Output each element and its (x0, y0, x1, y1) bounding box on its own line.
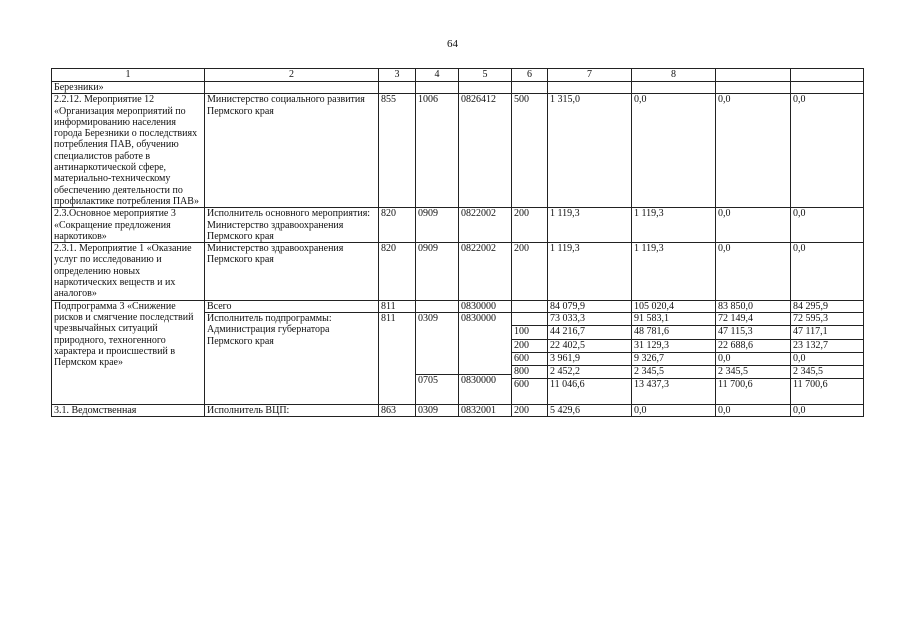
row-c7: 1 119,3 (548, 208, 632, 243)
table-row (52, 208, 864, 243)
row-c7: 1 119,3 (548, 243, 632, 300)
sub-line-c4 (416, 362, 458, 374)
row-c10 (791, 82, 864, 94)
row-name: 3.1. Ведомственная (52, 405, 205, 417)
sub-line-c5 (459, 362, 511, 374)
row-c5: 0822002 (459, 208, 512, 243)
row-c9: 0,0 (716, 208, 791, 243)
sub-line-c8: 48 781,6 (632, 325, 715, 338)
row-c3: 863 (379, 405, 416, 417)
row-c8: 1 119,3 (632, 208, 716, 243)
table-row (52, 405, 864, 417)
sub-line-c7: 44 216,7 (548, 325, 631, 338)
row-c4: 0909 (416, 243, 459, 300)
row-c6: 500 (512, 94, 548, 208)
subprogram-c3: 811 (379, 312, 416, 404)
sub-line-blank (632, 392, 715, 404)
row-c10: 0,0 (791, 208, 864, 243)
row-c5: 0826412 (459, 94, 512, 208)
row-c9: 0,0 (716, 94, 791, 208)
row-executor: Исполнитель ВЦП: (205, 405, 379, 417)
sub-line-c9: 2 345,5 (716, 365, 790, 378)
sub-line-c5 (459, 325, 511, 337)
table-row (52, 82, 864, 94)
row-name: Березники» (52, 82, 205, 94)
header-col-4: 4 (416, 69, 459, 82)
subprogram-c5-column (459, 312, 512, 404)
sub-line-c4 (416, 325, 458, 337)
header-col-1: 1 (52, 69, 205, 82)
subprogram-executor: Исполнитель подпрограммы: Администрация губернатора Пермского края (205, 312, 379, 404)
sub-line-c6: 200 (512, 339, 547, 352)
sub-line-c9: 72 149,4 (718, 312, 753, 324)
header-col-5: 5 (459, 69, 512, 82)
page-number: 64 (447, 38, 458, 50)
subprogram-total-c9: 83 850,0 (716, 300, 791, 312)
table-row (52, 94, 864, 208)
row-c10: 0,0 (791, 243, 864, 300)
header-row (52, 69, 864, 82)
row-c3: 855 (379, 94, 416, 208)
sub-line-c6: 100 (512, 325, 547, 338)
header-col-6: 6 (512, 69, 548, 82)
sub-line-c8: 2 345,5 (632, 365, 715, 378)
subprogram-c6-column (512, 312, 548, 404)
sub-line-c7: 73 033,3 (550, 312, 585, 324)
sub-line-c6 (512, 313, 547, 325)
header-col-8: 8 (632, 69, 716, 82)
sub-line-blank (548, 392, 631, 404)
subprogram-c7-column (548, 312, 632, 404)
header-col-7: 7 (548, 69, 632, 82)
sub-line-c7: 22 402,5 (548, 339, 631, 352)
row-name: 2.2.12. Мероприятие 12 «Организация мероприятий по информированию населения города Березники о последствиях потребления ПАВ, обучению специалистов работе в антинаркотической сфере, материально-техническому обеспечению деятельности по профилактике потребления ПАВ» (52, 94, 205, 208)
sub-line-c10: 11 700,6 (791, 378, 863, 391)
row-c7: 5 429,6 (548, 405, 632, 417)
sub-line-c10: 23 132,7 (791, 339, 863, 352)
subprogram-total-label: Всего (205, 300, 379, 312)
header-col-3: 3 (379, 69, 416, 82)
subprogram-c10-column (791, 312, 864, 404)
sub-line-blank (512, 392, 547, 404)
row-c5: 0822002 (459, 243, 512, 300)
subprogram-c8-column (632, 312, 716, 404)
header-col-10 (791, 69, 864, 82)
subprogram-c9-column (716, 312, 791, 404)
sub-line-c5: 0830000 (461, 312, 496, 324)
header-col-2: 2 (205, 69, 379, 82)
budget-table (51, 68, 864, 417)
row-c4: 0909 (416, 208, 459, 243)
sub-line-c6: 800 (512, 365, 547, 378)
sub-line-c7: 3 961,9 (548, 352, 631, 365)
sub-line-c9: 0,0 (716, 352, 790, 365)
sub-line-c7: 11 046,6 (548, 378, 631, 391)
row-c8: 1 119,3 (632, 243, 716, 300)
row-c6: 200 (512, 208, 548, 243)
subprogram-total-c5: 0830000 (459, 300, 512, 312)
row-c4 (416, 82, 459, 94)
sub-line-c8: 9 326,7 (632, 352, 715, 365)
sub-line-c9: 11 700,6 (716, 378, 790, 391)
row-c10: 0,0 (791, 94, 864, 208)
sub-line-c5: 0830000 (459, 374, 511, 387)
row-c6 (512, 82, 548, 94)
row-c3: 820 (379, 243, 416, 300)
sub-line-blank (416, 388, 458, 400)
sub-line-blank (459, 388, 511, 400)
row-name: 2.3.Основное мероприятие 3 «Сокращение предложения наркотиков» (52, 208, 205, 243)
row-c6: 200 (512, 405, 548, 417)
sub-line-c4 (416, 338, 458, 350)
row-c8: 0,0 (632, 405, 716, 417)
sub-line-c8: 13 437,3 (632, 378, 715, 391)
row-c8: 0,0 (632, 94, 716, 208)
row-executor: Министерство социального развития Пермского края (205, 94, 379, 208)
row-name: 2.3.1. Мероприятие 1 «Оказание услуг по исследованию и определению новых наркотических веществ и их аналогов» (52, 243, 205, 300)
sub-line-c10: 47 117,1 (791, 325, 863, 338)
row-executor: Исполнитель основного мероприятия: Министерство здравоохранения Пермского края (205, 208, 379, 243)
sub-line-c10: 72 595,3 (793, 312, 828, 324)
sub-line-c6: 600 (512, 378, 547, 391)
sub-line-c5 (459, 338, 511, 350)
row-c10: 0,0 (791, 405, 864, 417)
subprogram-name: Подпрограмма 3 «Снижение рисков и смягчение последствий чрезвычайных ситуаций природного, техногенного характера и происшествий в Пермском крае» (52, 300, 205, 404)
row-c6: 200 (512, 243, 548, 300)
row-c5: 0832001 (459, 405, 512, 417)
row-c4: 0309 (416, 405, 459, 417)
sub-line-c4 (416, 350, 458, 362)
sub-line-c8: 91 583,1 (634, 312, 669, 324)
subprogram-total-c7: 84 079,9 (548, 300, 632, 312)
sub-line-blank (716, 392, 790, 404)
table-row (52, 243, 864, 300)
subprogram-total-c4 (416, 300, 459, 312)
subprogram-total-c10: 84 295,9 (791, 300, 864, 312)
sub-line-c8: 31 129,3 (632, 339, 715, 352)
subprogram-total-row (52, 300, 864, 312)
sub-line-c9: 22 688,6 (716, 339, 790, 352)
row-c7 (548, 82, 632, 94)
subprogram-total-c6 (512, 300, 548, 312)
subprogram-total-c8: 105 020,4 (632, 300, 716, 312)
row-c9: 0,0 (716, 243, 791, 300)
row-c3 (379, 82, 416, 94)
subprogram-c4-column (416, 312, 459, 404)
sub-line-c4: 0309 (418, 312, 438, 324)
sub-line-blank (791, 392, 863, 404)
row-c9: 0,0 (716, 405, 791, 417)
sub-line-c6: 600 (512, 352, 547, 365)
header-col-9 (716, 69, 791, 82)
row-c4: 1006 (416, 94, 459, 208)
sub-line-c9: 47 115,3 (716, 325, 790, 338)
sub-line-c10: 2 345,5 (791, 365, 863, 378)
row-c9 (716, 82, 791, 94)
row-c8 (632, 82, 716, 94)
row-executor (205, 82, 379, 94)
sub-line-c7: 2 452,2 (548, 365, 631, 378)
sub-line-c5 (459, 350, 511, 362)
subprogram-total-c3: 811 (379, 300, 416, 312)
row-c3: 820 (379, 208, 416, 243)
sub-line-c10: 0,0 (791, 352, 863, 365)
sub-line-c4: 0705 (416, 374, 458, 387)
row-c5 (459, 82, 512, 94)
row-executor: Министерство здравоохранения Пермского края (205, 243, 379, 300)
row-c7: 1 315,0 (548, 94, 632, 208)
